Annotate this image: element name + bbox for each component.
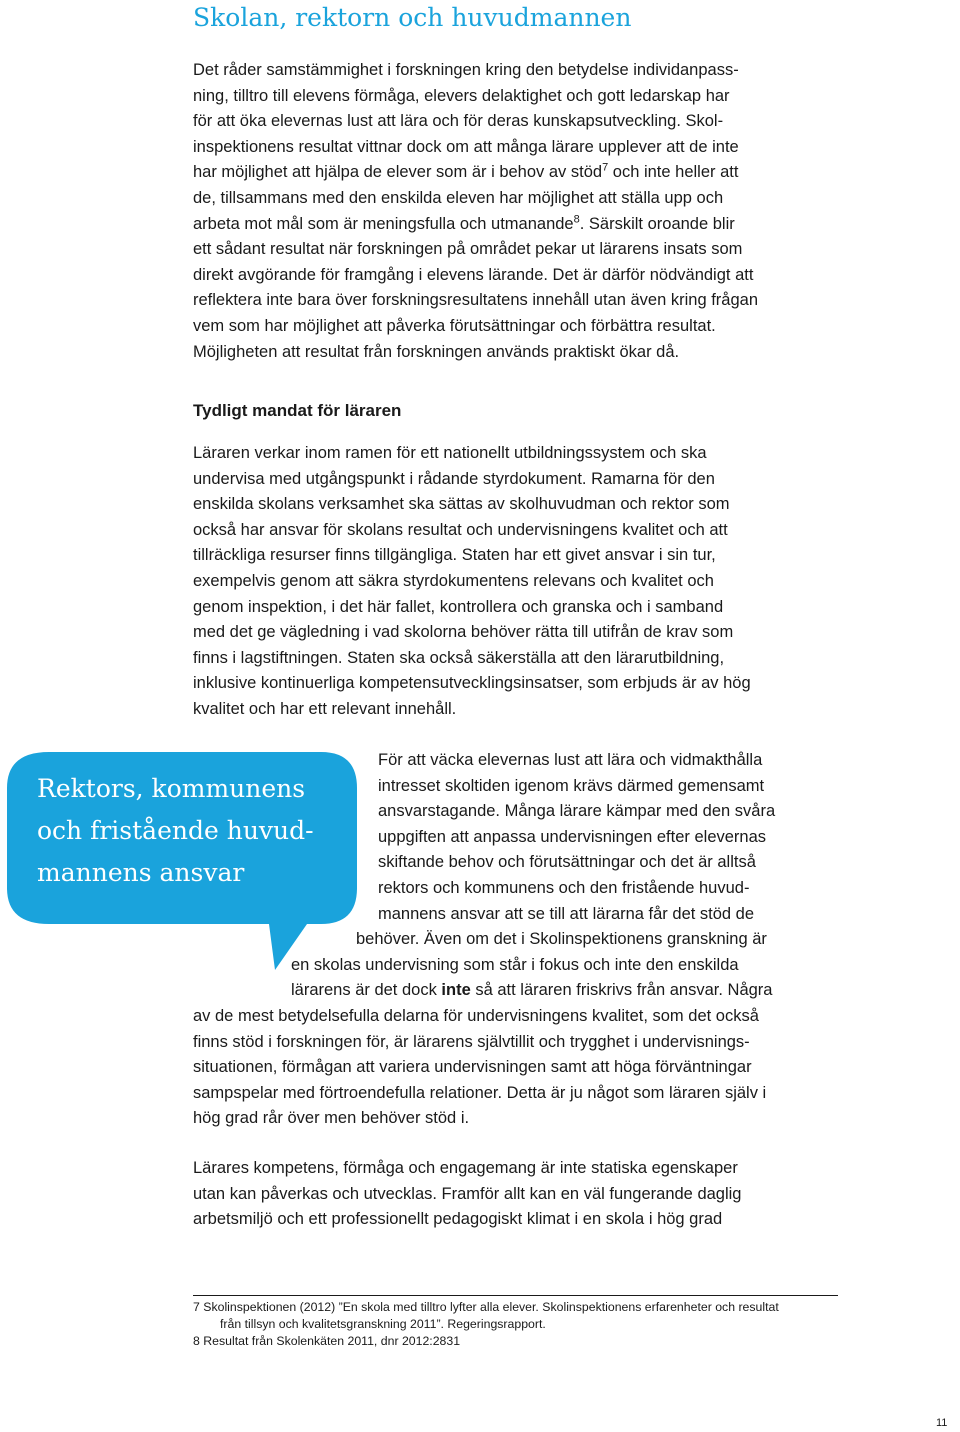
text-segment: så att läraren friskrivs från ansvar. Några (470, 981, 773, 1000)
text-line: Läraren verkar inom ramen för ett nationellt utbildningssystem och ska (193, 444, 707, 462)
text-line: tillräckliga resurser finns tillgängliga. Staten har ett givet ansvar i sin tur, (193, 546, 716, 565)
callout-line: mannens ansvar (37, 858, 245, 887)
text-line: direkt avgörande för framgång i elevens lärande. Det är därför nödvändigt att (193, 265, 754, 284)
text-line: reflektera inte bara över forskningsresultatens innehåll utan även kring frågan (193, 291, 758, 310)
text-line (193, 160, 758, 186)
text-line: behöver. Även om det i Skolinspektionens granskning är (356, 930, 767, 949)
text-line: en skolas undervisning som står i fokus och inte den enskilda (291, 955, 739, 974)
text-segment: och inte heller att (608, 163, 739, 182)
text-line: ett sådant resultat när forskningen på området pekar ut lärarens insats som (193, 240, 743, 259)
text-segment: har möjlighet att hjälpa de elever som är i behov av stöd (193, 163, 603, 182)
text-line: rektors och kommunens och den fristående huvud- (378, 878, 750, 897)
footnote-divider (193, 1295, 838, 1296)
text-line: inklusive kontinuerliga kompetensutvecklingsinsatser, som erbjuds är av hög (193, 674, 751, 693)
text-line: finns stöd i forskningen för, är lärarens självtillit och trygghet i undervisnings- (193, 1032, 750, 1051)
text-line: av de mest betydelsefulla delarna för undervisningens kvalitet, som det också (193, 1006, 759, 1025)
text-line: uppgiften att anpassa undervisningen efter elevernas (378, 827, 767, 846)
footnotes (193, 1299, 779, 1350)
text-line: de, tillsammans med den enskilda eleven har möjlighet att ställa upp och (193, 188, 724, 207)
text-line: genom inspektion, i det här fallet, kontrollera och granska och i samband (193, 597, 724, 616)
text-line: inspektionens resultat vittnar dock om att många lärare upplever att de inte (193, 137, 739, 156)
text-line: Lärares kompetens, förmåga och engagemang är inte statiska egenskaper (193, 1159, 738, 1177)
text-line: också har ansvar för skolans resultat och undervisningens kvalitet och att (193, 520, 728, 539)
text-line: hög grad rår över men behöver stöd i. (193, 1109, 470, 1128)
text-line: intresset skoltiden igenom krävs därmed gemensamt (378, 776, 765, 795)
page-title: Skolan, rektorn och huvudmannen (193, 3, 632, 32)
mandate-paragraph (193, 441, 751, 723)
text-line: Det råder samstämmighet i forskningen kring den betydelse individanpass- (193, 61, 739, 79)
text-line: sampspelar med förtroendefulla relationer. Detta är ju något som läraren själv i (193, 1083, 767, 1102)
text-line: ning, tilltro till elevens förmåga, elevers delaktighet och gott ledarskap har (193, 86, 730, 105)
text-line: med det ge vägledning i vad skolorna behöver rätta till utifrån de krav som (193, 623, 734, 642)
callout-line: och fristående huvud- (37, 816, 314, 845)
text-line: enskilda skolans verksamhet ska sättas av skolhuvudman och rektor som (193, 495, 730, 514)
text-line: för att öka elevernas lust att lära och för deras kunskapsutveckling. Skol- (193, 112, 724, 131)
footnote-ref-8: 8 (573, 213, 580, 226)
text-segment: . Särskilt oroande blir (579, 214, 735, 233)
callout-line: Rektors, kommunens (37, 774, 306, 803)
text-line: ansvarstagande. Många lärare kämpar med den svåra (378, 802, 776, 821)
text-segment: arbeta mot mål som är meningsfulla och utmanande (193, 214, 574, 233)
text-line: finns i lagstiftningen. Staten ska också säkerställa att den lärarutbildning, (193, 648, 725, 667)
text-line: skiftande behov och förutsättningar och det är alltså (378, 853, 756, 872)
text-line: utan kan påverkas och utvecklas. Framför allt kan en väl fungerande daglig (193, 1184, 742, 1203)
text-line (291, 978, 864, 1004)
emphasis-inte: inte (441, 981, 471, 1000)
competence-paragraph (193, 1156, 741, 1233)
text-line (193, 212, 758, 238)
section-heading: Tydligt mandat för läraren (193, 401, 402, 420)
footnote-ref-7: 7 (602, 161, 609, 174)
intro-paragraph (193, 58, 758, 365)
text-line: mannens ansvar att se till att lärarna får det stöd de (378, 904, 755, 923)
text-line: För att väcka elevernas lust att lära och vidmakthålla (378, 751, 763, 769)
text-line: arbetsmiljö och ett professionellt pedagogiskt klimat i en skola i hög grad (193, 1210, 723, 1229)
text-line: situationen, förmågan att variera undervisningen samt att höga förväntningar (193, 1058, 752, 1077)
principal-paragraph (0, 748, 776, 1132)
text-segment: lärarens är det dock (291, 981, 442, 1000)
text-line: Möjligheten att resultat från forskningen används praktiskt ökar då. (193, 342, 680, 361)
footnote-7: 7 Skolinspektionen (2012) ”En skola med tilltro lyfter alla elever. Skolinspektionens erfarenheter och resultat (193, 1300, 779, 1314)
page-number: 11 (936, 1417, 948, 1429)
text-line: vem som har möjlighet att påverka förutsättningar och förbättra resultat. (193, 316, 716, 335)
text-line: exempelvis genom att säkra styrdokumentens relevans och kvalitet och (193, 571, 714, 590)
text-line: undervisa med utgångspunkt i rådande styrdokument. Ramarna för den (193, 469, 715, 488)
text-line: kvalitet och har ett relevant innehåll. (193, 699, 457, 718)
footnote-8: 8 Resultat från Skolenkäten 2011, dnr 2012:2831 (193, 1334, 461, 1348)
footnote-7-continued: från tillsyn och kvalitetsgranskning 2011”. Regeringsrapport. (220, 1317, 546, 1331)
